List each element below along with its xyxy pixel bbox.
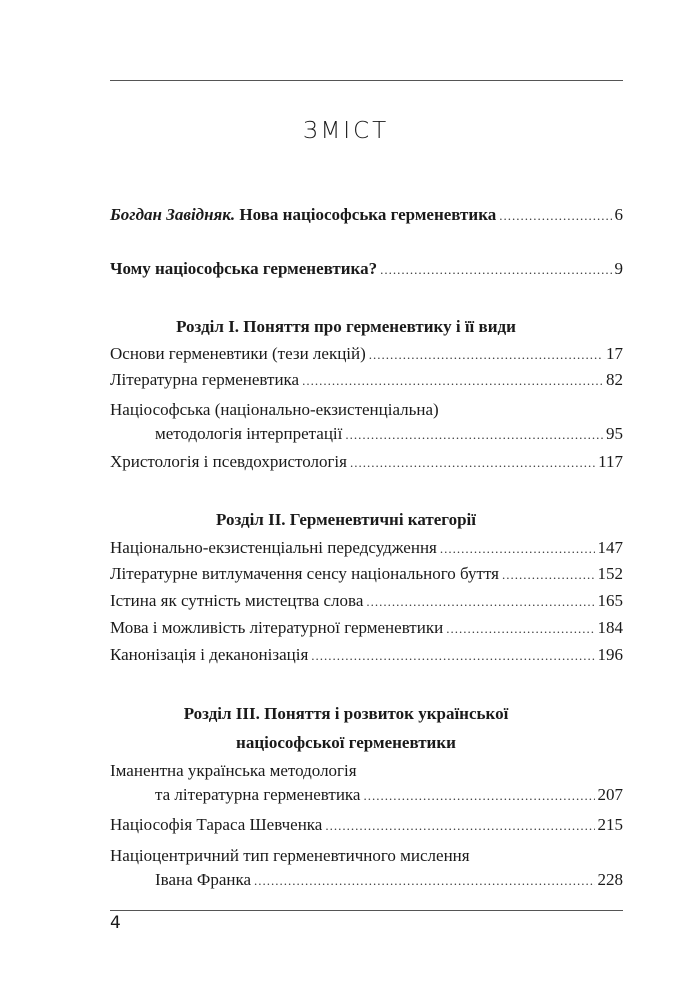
- toc-entry-author: Богдан Завідняк.: [110, 205, 236, 224]
- section-heading-1: Розділ І. Поняття про герменевтику і її види: [176, 317, 516, 336]
- dot-leader: [325, 818, 594, 834]
- toc-entry-text: Національно-екзистенціальні передсудження: [110, 538, 437, 557]
- page-number: 4: [110, 913, 121, 933]
- page-title: ЗМІСТ: [302, 118, 390, 144]
- toc-entry-text: Літературна герменевтика: [110, 370, 300, 389]
- dot-leader: [366, 594, 594, 610]
- toc-entry-page: 117: [598, 452, 623, 471]
- toc-entry-line[interactable]: Націософська (національно-екзистенціальна): [110, 400, 439, 419]
- section-heading-3-line2: націософської герменевтики: [236, 733, 456, 752]
- dot-leader: [363, 788, 594, 804]
- toc-entry-text: Літературне витлумачення сенсу національного буття: [110, 564, 499, 583]
- toc-entry-truth[interactable]: [110, 591, 623, 617]
- toc-entry-literary-hermeneutics[interactable]: [110, 370, 623, 396]
- toc-entry-page: 184: [597, 618, 623, 637]
- toc-entry-text: Основи герменевтики (тези лекцій): [110, 344, 366, 363]
- toc-entry-methodology[interactable]: [155, 424, 623, 450]
- dot-leader: [302, 373, 603, 389]
- toc-entry-page: 215: [597, 815, 623, 834]
- toc-entry-line[interactable]: Іманентна українська методологія: [110, 761, 357, 780]
- dot-leader: [499, 208, 611, 224]
- toc-entry-why-hermeneutics[interactable]: [110, 259, 623, 285]
- section-heading-3-line1: Розділ ІІІ. Поняття і розвиток української: [183, 704, 509, 723]
- toc-entry-shevchenko[interactable]: [110, 815, 623, 841]
- toc-entry-intro-zavidniak[interactable]: [110, 205, 623, 231]
- dot-leader: [254, 873, 594, 889]
- toc-entry-page: 6: [614, 205, 623, 224]
- toc-entry-basics[interactable]: [110, 344, 623, 370]
- dot-leader: [502, 567, 595, 583]
- toc-entry-page: 165: [597, 591, 623, 610]
- toc-entry-text: Чому націософська герменевтика?: [110, 259, 378, 278]
- toc-entry-page: 147: [597, 538, 623, 557]
- toc-entry-text: Христологія і псевдохристологія: [110, 452, 347, 471]
- toc-entry-text: Істина як сутність мистецтва слова: [110, 591, 364, 610]
- toc-entry-text: методологія інтерпретації: [155, 424, 343, 443]
- bottom-rule: [110, 910, 623, 911]
- toc-entry-page: 207: [597, 785, 623, 804]
- top-rule: [110, 80, 623, 81]
- toc-entry-language[interactable]: [110, 618, 623, 644]
- dot-leader: [345, 427, 603, 443]
- toc-entry-text: та літературна герменевтика: [155, 785, 361, 804]
- toc-entry-page: 82: [606, 370, 623, 389]
- toc-entry-text: Івана Франка: [155, 870, 252, 889]
- dot-leader: [440, 541, 595, 557]
- dot-leader: [369, 347, 603, 363]
- toc-entry-text: Націософія Тараса Шевченка: [110, 815, 323, 834]
- toc-entry-page: 95: [606, 424, 623, 443]
- toc-entry-franko[interactable]: [155, 870, 623, 896]
- dot-leader: [446, 621, 594, 637]
- toc-entry-page: 196: [597, 645, 623, 664]
- dot-leader: [380, 262, 611, 278]
- toc-entry-page: 228: [597, 870, 623, 889]
- toc-entry-page: 152: [597, 564, 623, 583]
- toc-entry-canonization[interactable]: [110, 645, 623, 671]
- section-heading-2: Розділ ІІ. Герменевтичні категорії: [215, 510, 476, 529]
- dot-leader: [350, 455, 595, 471]
- toc-entry-line[interactable]: Націоцентричний тип герменевтичного мислення: [110, 846, 470, 865]
- toc-entry-christology[interactable]: [110, 452, 623, 478]
- toc-entry-text: Мова і можливість літературної герменевтики: [110, 618, 444, 637]
- toc-entry-text: Нова націософська герменевтика: [235, 205, 497, 224]
- toc-entry-text: Канонізація і деканонізація: [110, 645, 309, 664]
- toc-entry-page: 9: [614, 259, 623, 278]
- toc-entry-immanent-methodology[interactable]: [155, 785, 623, 811]
- toc-entry-interpretation[interactable]: [110, 564, 623, 590]
- toc-entry-prejudices[interactable]: [110, 538, 623, 564]
- dot-leader: [311, 648, 594, 664]
- toc-entry-page: 17: [606, 344, 623, 363]
